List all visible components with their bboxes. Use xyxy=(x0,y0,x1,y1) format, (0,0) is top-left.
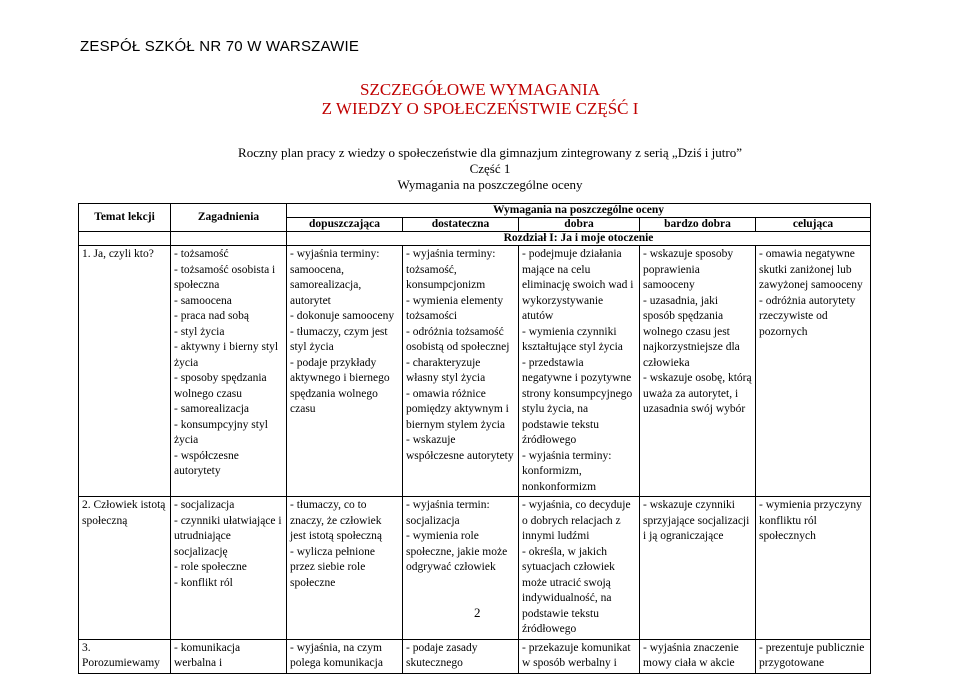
header-grade-3: dobra xyxy=(519,218,640,232)
page-number: 2 xyxy=(474,605,481,620)
requirements-table xyxy=(78,203,871,674)
row3-grade-1: - wyjaśnia, na czym polega komunikacja xyxy=(287,639,403,673)
row1-topic: 1. Ja, czyli kto? xyxy=(79,246,171,497)
header-grade-4: bardzo dobra xyxy=(640,218,756,232)
table-row xyxy=(79,246,871,497)
header-grade-5: celująca xyxy=(756,218,871,232)
header-issues: Zagadnienia xyxy=(171,204,287,232)
row1-issues: - tożsamość - tożsamość osobista i społeczna - samoocena - praca nad sobą - styl życia - aktywny i bierny styl życia - sposoby spędzania wolnego czasu - samorealizacja - konsumpcyjny styl życia - współczesne autorytety xyxy=(171,246,287,497)
subtitle-line-3: Wymagania na poszczególne oceny xyxy=(397,177,583,192)
row3-grade-3: - przekazuje komunikat w sposób werbalny i xyxy=(519,639,640,673)
row2-grade-5: - wymienia przyczyny konfliktu ról społecznych xyxy=(756,497,871,640)
row2-issues: - socjalizacja - czynniki ułatwiające i utrudniające socjalizację - role społeczne - konflikt ról xyxy=(171,497,287,640)
header-grade-2: dostateczna xyxy=(403,218,519,232)
subtitle-line-1: Roczny plan pracy z wiedzy o społeczeństwie dla gimnazjum zintegrowany z serią „Dziś i jutro” xyxy=(238,145,742,160)
section-header: Rozdział I: Ja i moje otoczenie xyxy=(287,232,871,246)
title-line-1: SZCZEGÓŁOWE WYMAGANIA xyxy=(359,80,601,99)
row3-grade-4: - wyjaśnia znaczenie mowy ciała w akcie xyxy=(640,639,756,673)
row2-grade-3: - wyjaśnia, co decyduje o dobrych relacjach z innymi ludźmi - określa, w jakich sytuacjach człowiek może utracić swoją indywidualność, na podstawie tekstu źródłowego xyxy=(519,497,640,640)
document-subtitle xyxy=(150,145,830,193)
school-name: ZESPÓŁ SZKÓŁ NR 70 W WARSZAWIE xyxy=(80,38,360,55)
row3-topic: 3. Porozumiewamy xyxy=(79,639,171,673)
row3-grade-2: - podaje zasady skutecznego xyxy=(403,639,519,673)
row1-grade-4: - wskazuje sposoby poprawienia samooceny - uzasadnia, jaki sposób spędzania wolnego czasu jest najkorzystniejsze dla człowieka - wskazuje osobę, którą uważa za autorytet, i uzasadnia swój wybór xyxy=(640,246,756,497)
title-line-2: Z WIEDZY O SPOŁECZEŃSTWIE CZĘŚĆ I xyxy=(321,99,639,118)
header-topic: Temat lekcji xyxy=(79,204,171,232)
header-requirements-group: Wymagania na poszczególne oceny xyxy=(287,204,871,218)
subtitle-line-2: Część 1 xyxy=(469,161,511,176)
document-title xyxy=(0,80,960,118)
row3-issues: - komunikacja werbalna i xyxy=(171,639,287,673)
header-grade-1: dopuszczająca xyxy=(287,218,403,232)
row3-grade-5: - prezentuje publicznie przygotowane xyxy=(756,639,871,673)
row2-grade-4: - wskazuje czynniki sprzyjające socjalizacji i ją ograniczające xyxy=(640,497,756,640)
table-row xyxy=(79,639,871,673)
row2-topic: 2. Człowiek istotą społeczną xyxy=(79,497,171,640)
row2-grade-2: - wyjaśnia termin: socjalizacja - wymienia role społeczne, jakie może odgrywać człowiek xyxy=(403,497,519,640)
row1-grade-2: - wyjaśnia terminy: tożsamość, konsumpcjonizm - wymienia elementy tożsamości - odróżnia tożsamość osobistą od społecznej - charakteryzuje własny styl życia - omawia różnice pomiędzy aktywnym i biernym stylem życia - wskazuje współczesne autorytety xyxy=(403,246,519,497)
row2-grade-1: - tłumaczy, co to znaczy, że człowiek jest istotą społeczną - wylicza pełnione przez siebie role społeczne xyxy=(287,497,403,640)
row1-grade-3: - podejmuje działania mające na celu eliminację swoich wad i wykorzystywanie atutów - wymienia czynniki kształtujące styl życia - przedstawia negatywne i pozytywne strony konsumpcyjnego stylu życia, na podstawie tekstu źródłowego - wyjaśnia terminy: konformizm, nonkonformizm xyxy=(519,246,640,497)
row1-grade-1: - wyjaśnia terminy: samoocena, samorealizacja, autorytet - dokonuje samooceny - tłumaczy, czym jest styl życia - podaje przykłady aktywnego i biernego spędzania wolnego czasu xyxy=(287,246,403,497)
row1-grade-5: - omawia negatywne skutki zaniżonej lub zawyżonej samooceny - odróżnia autorytety rzeczywiste od pozornych xyxy=(756,246,871,497)
